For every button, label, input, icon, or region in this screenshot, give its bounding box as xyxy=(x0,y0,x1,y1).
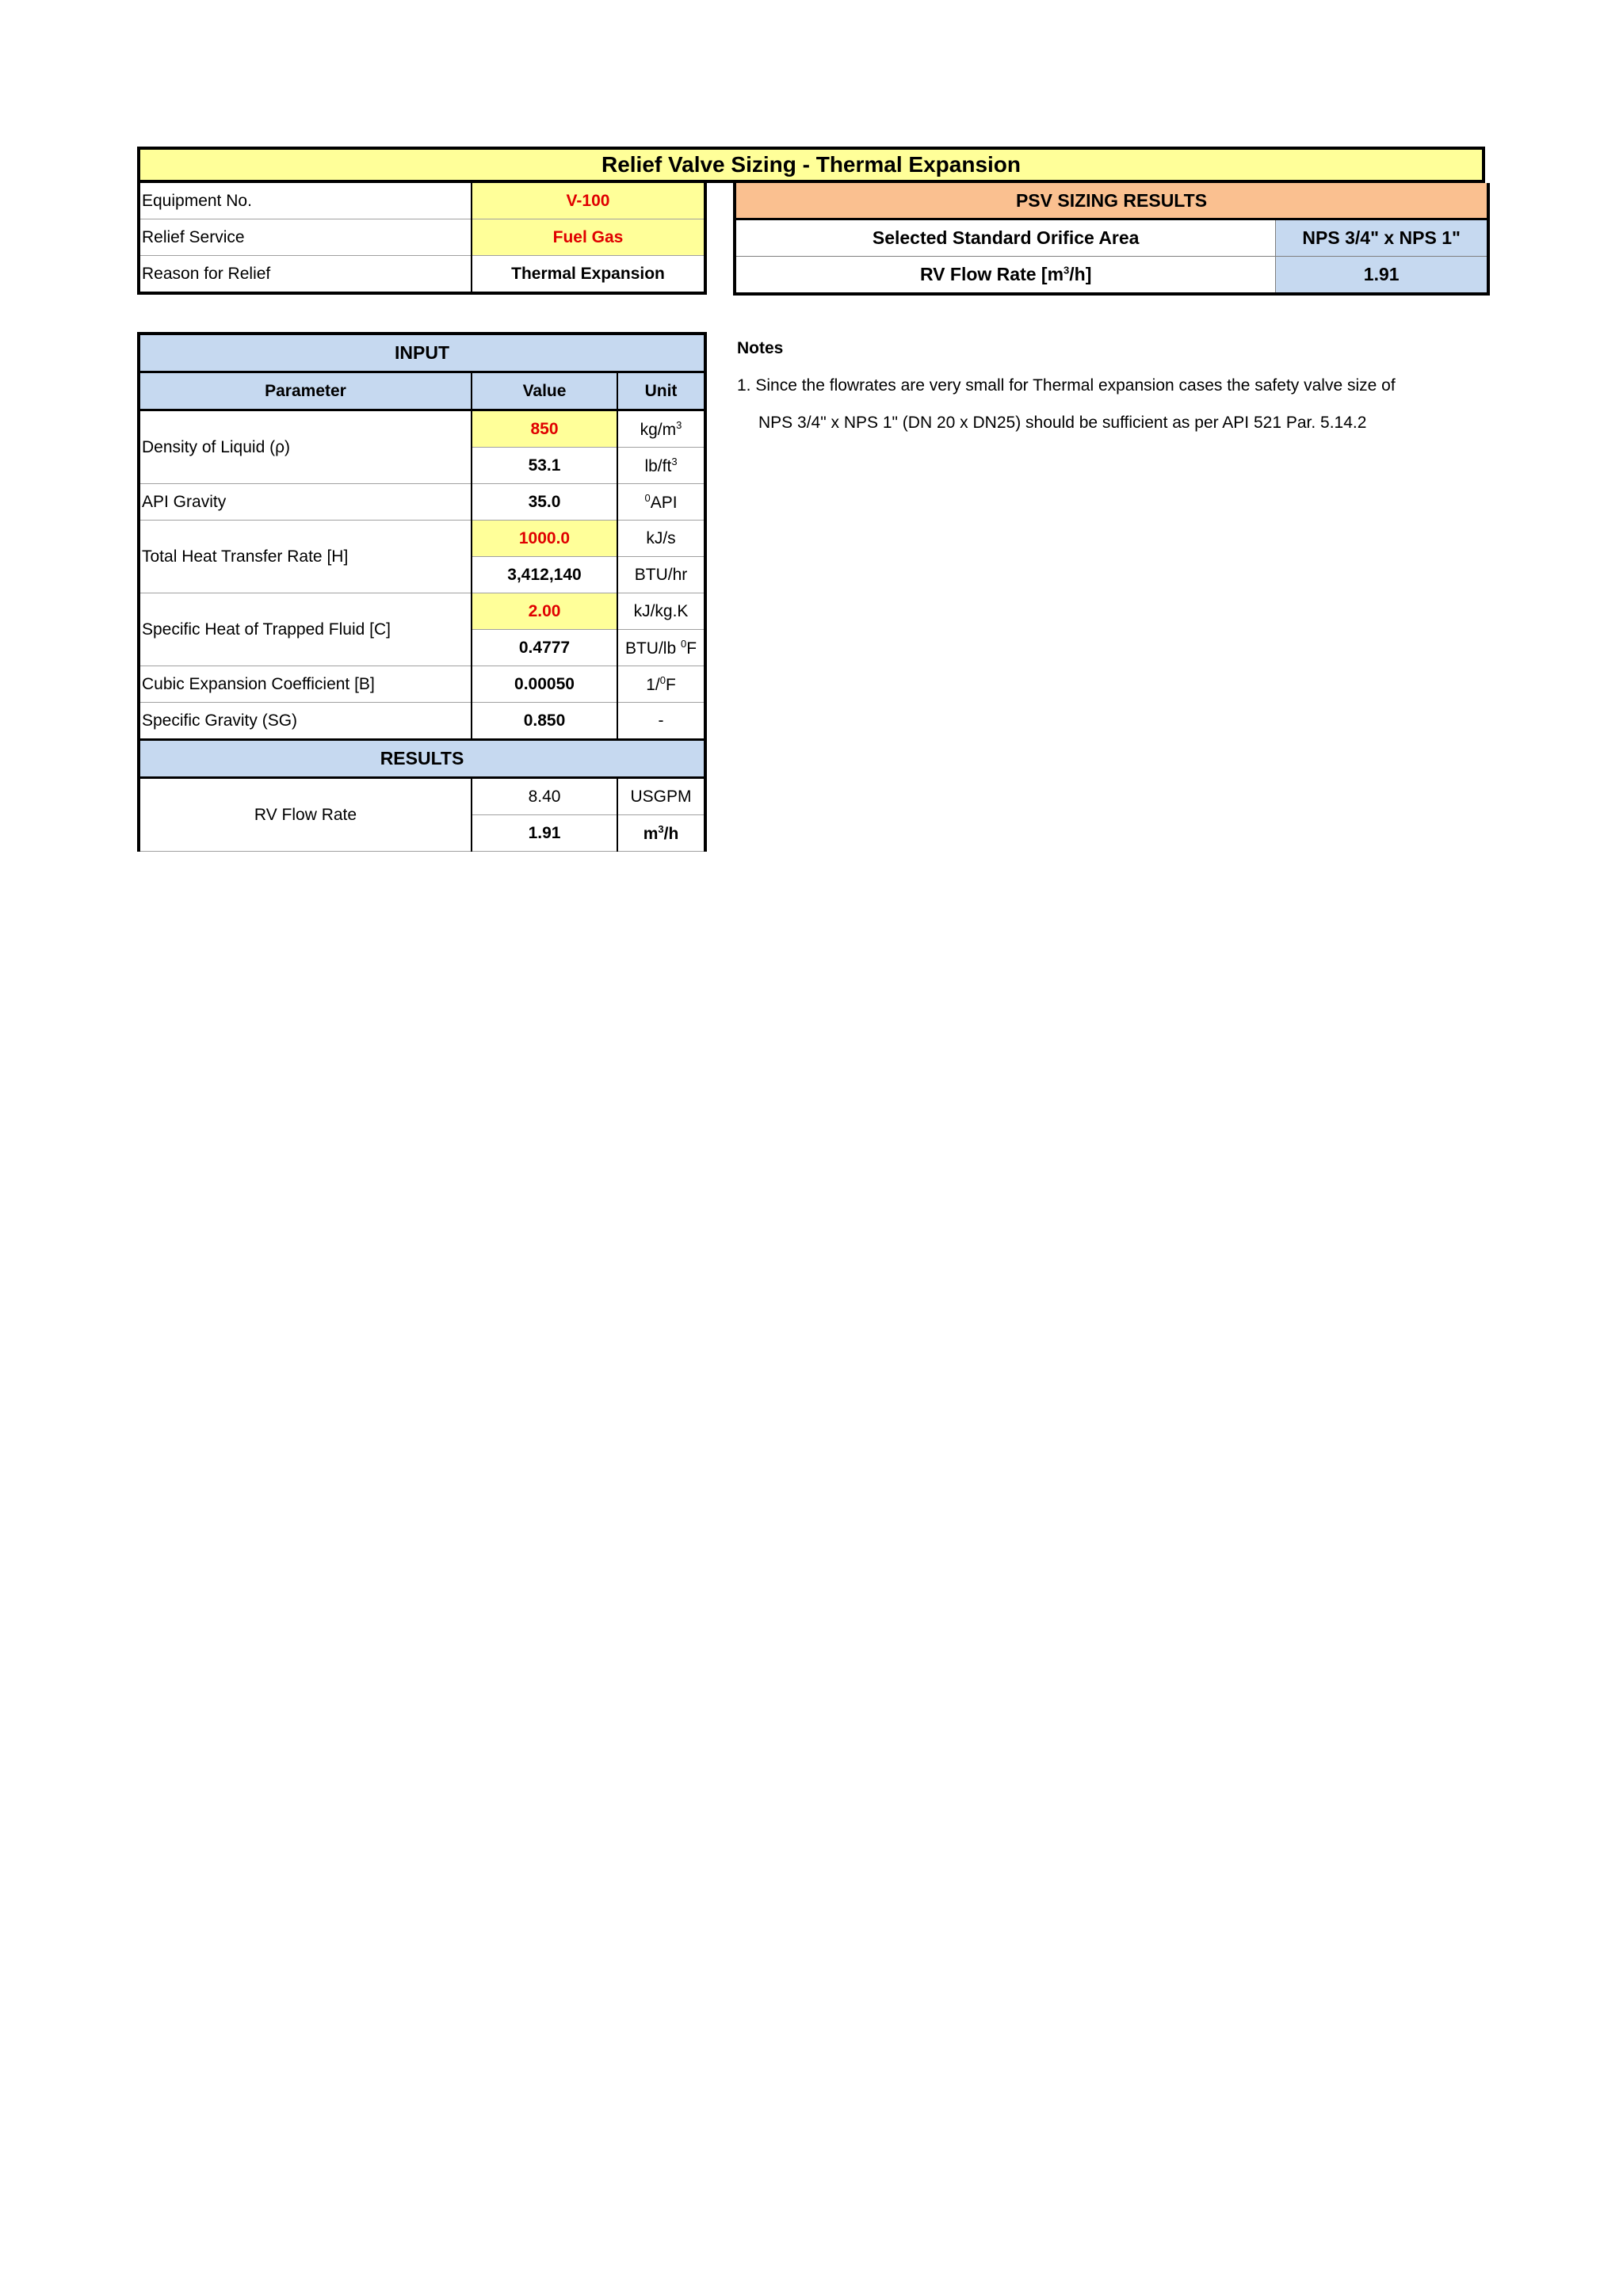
api-unit: $^0$API xyxy=(617,484,705,521)
api-row xyxy=(139,484,705,521)
cp-value-si[interactable]: 2.00 xyxy=(472,593,617,630)
heat-unit-us: BTU/hr xyxy=(617,557,705,593)
api-label: API Gravity xyxy=(139,484,472,521)
heat-label: Total Heat Transfer Rate [H] xyxy=(139,521,472,593)
heat-value-us: 3,412,140 xyxy=(472,557,617,593)
api-value: 35.0 xyxy=(472,484,617,521)
psv-flow-value: 1.91 xyxy=(1276,257,1488,295)
sg-unit: - xyxy=(617,703,705,740)
heat-unit-si: kJ/s xyxy=(617,521,705,557)
reason-row xyxy=(139,256,705,294)
sg-value: 0.850 xyxy=(472,703,617,740)
results-flow-label: RV Flow Rate xyxy=(139,778,472,852)
input-section-title: INPUT xyxy=(139,334,705,372)
results-flow-usgpm-unit: USGPM xyxy=(617,778,705,815)
results-section-title: RESULTS xyxy=(139,740,705,778)
orifice-value: NPS 3/4" x NPS 1" xyxy=(1276,219,1488,257)
equipment-label: Equipment No. xyxy=(139,183,472,219)
beta-label: Cubic Expansion Coefficient [B] xyxy=(139,666,472,703)
beta-row xyxy=(139,666,705,703)
density-label: Density of Liquid (ρ) xyxy=(139,410,472,484)
orifice-label: Selected Standard Orifice Area xyxy=(735,219,1276,257)
column-header-parameter: Parameter xyxy=(139,372,472,410)
orifice-row xyxy=(735,219,1488,257)
psv-header-row xyxy=(735,183,1488,219)
cp-value-us: 0.4777 xyxy=(472,630,617,666)
service-label: Relief Service xyxy=(139,219,472,256)
input-section-row xyxy=(139,334,705,372)
input-column-header-row xyxy=(139,372,705,410)
beta-unit: 1/$^0$F xyxy=(617,666,705,703)
results-flow-m3h: 1.91 xyxy=(472,815,617,852)
density-value-us: 53.1 xyxy=(472,448,617,484)
reason-value: Thermal Expansion xyxy=(472,256,705,294)
cp-label: Specific Heat of Trapped Fluid [C] xyxy=(139,593,472,666)
notes-title: Notes xyxy=(737,339,784,357)
results-flow-row-usgpm xyxy=(139,778,705,815)
results-flow-usgpm: 8.40 xyxy=(472,778,617,815)
column-header-value: Value xyxy=(472,372,617,410)
cp-unit-si: kJ/kg.K xyxy=(617,593,705,630)
psv-results-table xyxy=(733,183,1490,296)
density-unit-si: $kg/m^3$ xyxy=(617,410,705,448)
equipment-value[interactable]: V-100 xyxy=(472,183,705,219)
sg-row xyxy=(139,703,705,740)
cp-row-si xyxy=(139,593,705,630)
heat-row-si xyxy=(139,521,705,557)
cp-unit-us: BTU/lb $^0$F xyxy=(617,630,705,666)
sg-label: Specific Gravity (SG) xyxy=(139,703,472,740)
beta-value: 0.00050 xyxy=(472,666,617,703)
psv-header: PSV SIZING RESULTS xyxy=(735,183,1488,219)
density-unit-us: $lb/ft^3$ xyxy=(617,448,705,484)
input-table xyxy=(137,332,707,852)
equipment-row xyxy=(139,183,705,219)
reason-label: Reason for Relief xyxy=(142,264,271,283)
note-line-2: NPS 3/4" x NPS 1" (DN 20 x DN25) should be sufficient as per API 521 Par. 5.14.2 xyxy=(758,414,1367,432)
results-section-row xyxy=(139,740,705,778)
psv-flow-row xyxy=(735,257,1488,295)
results-flow-m3h-unit: $m^3/h$ xyxy=(617,815,705,852)
heat-value-si[interactable]: 1000.0 xyxy=(472,521,617,557)
service-row xyxy=(139,219,705,256)
column-header-unit: Unit xyxy=(617,372,705,410)
psv-flow-label: RV Flow Rate $[m^3/h]$ xyxy=(735,257,1276,295)
page-title: Relief Valve Sizing - Thermal Expansion xyxy=(137,147,1485,183)
service-value[interactable]: Fuel Gas xyxy=(472,219,705,256)
equipment-info-table xyxy=(137,183,707,295)
density-row-si xyxy=(139,410,705,448)
note-line-1: 1. Since the flowrates are very small for Thermal expansion cases the safety valve size of xyxy=(737,376,1396,395)
density-value-si[interactable]: 850 xyxy=(472,410,617,448)
